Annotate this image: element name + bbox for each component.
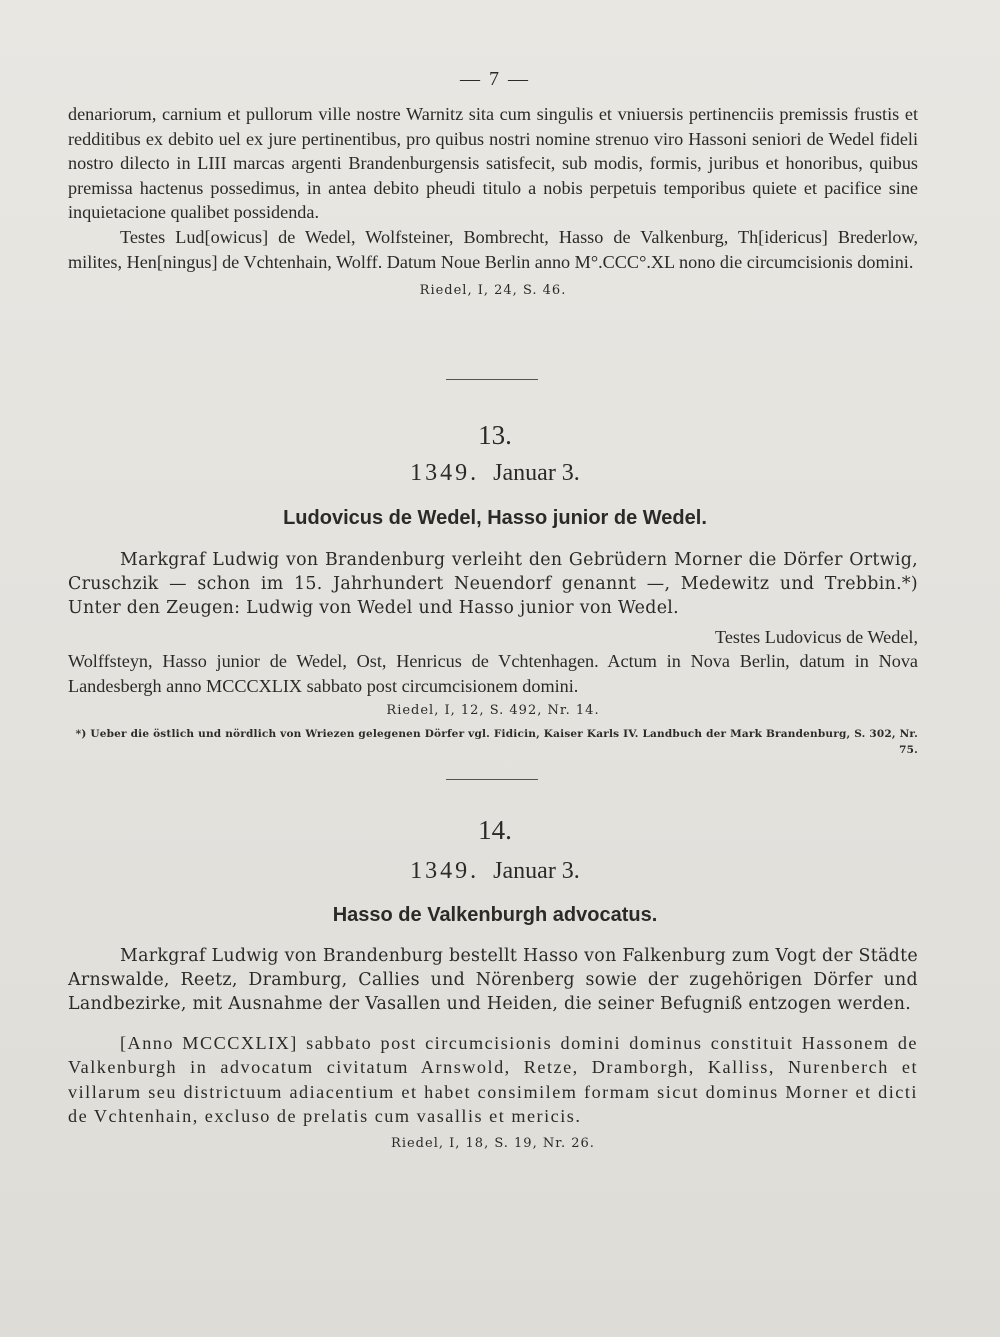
prev-document-text: [68, 102, 918, 302]
document-title-13: Ludovicus de Wedel, Hasso junior de Wedel.: [283, 507, 707, 529]
latin-text-14: [Anno MCCCXLIX] sabbato post circumcisionis domini dominus constituit Hassonem de Valkenburgh in advocatum civitatum Arnswold, Retze, Dramborgh, Kalliss, Nurenberch et villarum seu districtuum adiacentium et habet consimilem formam sicut dominus Morner et dicti de Vchtenhain, excluso de prelatis cum vasallis et mericis.: [68, 1032, 918, 1127]
prev-reference: Riedel, I, 24, S. 46.: [419, 283, 567, 299]
prev-paragraph-1: denariorum, carnium et pullorum ville nostre Warnitz sita cum singulis et vniuersis pertinenciis premissis frustis et redditibus ex debito uel ex jure pertinentibus, pro quibus nostri nomine strenuo viro Hassoni seniori de Wedel fideli nostro dilecto in LIII marcas argenti Brandenburgensis satisfecit, sub modis, formis, juribus et honoribus, quibus premissa hactenus possedimus, in antea debito pheudi titulo a nobis perpetuis temporibus quiete et pacifice sine inquietacione qualibet possidenda.: [68, 104, 918, 223]
document-14-body: [68, 944, 918, 1155]
document-13-body: [68, 548, 918, 758]
german-summary-14: Markgraf Ludwig von Brandenburg bestellt Hasso von Falkenburg zum Vogt der Städte Arnswalde, Reetz, Dramburg, Callies und Nörenberg sowie der zugehörigen Dörfer und Landbezirke, mit Ausnahme der Vasallen und Heiden, die seiner Befugniß entzogen werden.: [68, 946, 918, 1015]
document-date-14: [0, 858, 990, 885]
document-number-14: 14.: [478, 815, 512, 845]
document-year-13: 1349.: [410, 460, 480, 486]
section-divider: [446, 379, 538, 380]
reference-13: Riedel, I, 12, S. 492, Nr. 14.: [386, 703, 600, 719]
latin-first-line-13: Testes Ludovicus de Wedel,: [715, 626, 918, 647]
document-title-14: Hasso de Valkenburgh advocatus.: [332, 904, 658, 926]
document-day-13: Januar 3.: [493, 460, 580, 486]
document-year-14: 1349.: [410, 858, 480, 884]
prev-paragraph-2: Testes Lud[owicus] de Wedel, Wolfsteiner, Bombrecht, Hasso de Valkenburg, Th[idericus] Brederlow, milites, Hen[ningus] de Vchtenhain, Wolff. Datum Noue Berlin anno M°.CCC°.XL nono die circumcisionis domini.: [68, 226, 918, 272]
document-number-13: 13.: [478, 420, 512, 450]
reference-14: Riedel, I, 18, S. 19, Nr. 26.: [391, 1135, 595, 1151]
latin-text-13: Wolffsteyn, Hasso junior de Wedel, Ost, Henricus de Vchtenhagen. Actum in Nova Berlin, datum in Nova Landesbergh anno MCCCXLIX sabbato post circumcisionem domini.: [68, 651, 918, 696]
document-day-14: Januar 3.: [493, 858, 580, 884]
section-divider: [446, 779, 538, 780]
page-number: — 7 —: [460, 68, 530, 90]
document-date-13: [0, 460, 990, 487]
footnote-13: *) Ueber die östlich und nördlich von Wriezen gelegenen Dörfer vgl. Fidicin, Kaiser Karls IV. Landbuch der Mark Brandenburg, S. 302, Nr. 75.: [75, 728, 918, 757]
german-summary-13: Markgraf Ludwig von Brandenburg verleiht den Gebrüdern Morner die Dörfer Ortwig, Cruschzik — schon im 15. Jahrhundert Neuendorf genannt —, Medewitz und Trebbin.*) Unter den Zeugen: Ludwig von Wedel und Hasso junior von Wedel.: [68, 550, 918, 619]
